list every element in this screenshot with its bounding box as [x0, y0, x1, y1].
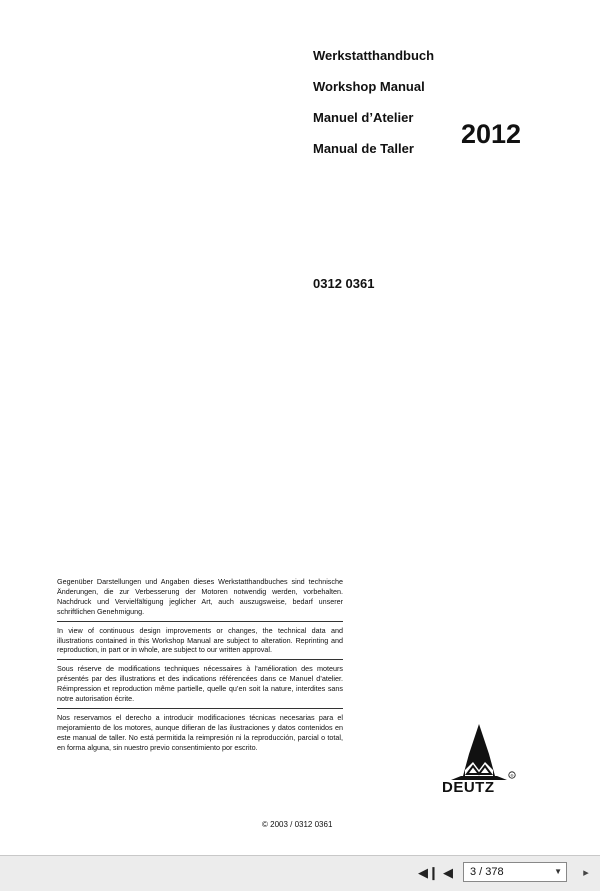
title-english: Workshop Manual	[313, 79, 425, 94]
title-german: Werkstatthandbuch	[313, 48, 435, 63]
dropdown-arrow-icon: ▼	[554, 867, 562, 876]
legal-notices	[57, 577, 343, 757]
manual-titles	[313, 40, 434, 164]
notice-spanish: Nos reservamos el derecho a introducir modificaciones técnicas necesarias para el mejoramiento de los motores, aunque difieran de las ilustraciones y datos contenidos en este manual de taller. No está permitida la reimpresión ni la reproducción, parcial o total, en forma alguna, sin nuestro previo consentimiento por escrito.	[57, 708, 343, 757]
page-selector[interactable]	[463, 862, 567, 882]
viewer-toolbar	[0, 855, 600, 891]
scroll-icon[interactable]: ▸	[583, 867, 589, 879]
engine-series-number: 2012	[461, 119, 522, 149]
document-number: 0312 0361	[313, 276, 375, 291]
first-page-icon[interactable]: ◀❙	[418, 865, 439, 880]
title-french: Manuel d’Atelier	[313, 110, 414, 125]
deutz-wordmark: DEUTZ	[442, 779, 495, 796]
notice-german: Gegenüber Darstellungen und Angaben dieses Werkstatthandbuches sind technische Änderungen, die zur Verbesserung der Motoren notwendig werden, vorbehalten. Nachdruck und Vervielfältigung jeglicher Art, auch auszugsweise, bedarf unserer schriftlichen Genehmigung.	[57, 577, 343, 616]
notice-english: In view of continuous design improvements or changes, the technical data and illustrations contained in this Workshop Manual are subject to alteration. Reprinting and reproduction, in part or in whole, are subject to our written approval.	[57, 621, 343, 660]
page-display: 3 / 378	[470, 866, 504, 878]
copyright: © 2003 / 0312 0361	[262, 820, 333, 829]
notice-french: Sous réserve de modifications techniques nécessaires à l’amélioration des moteurs présentés par des illustrations et des indications référencées dans ce Manuel d’atelier. Réimpression et reproduction même partielle, quelle qu’en soit la nature, interdites sans notre autorisation écrite.	[57, 659, 343, 708]
registered-mark: ®	[510, 773, 514, 778]
previous-page-icon[interactable]: ◀	[443, 865, 453, 880]
title-spanish: Manual de Taller	[313, 141, 414, 156]
